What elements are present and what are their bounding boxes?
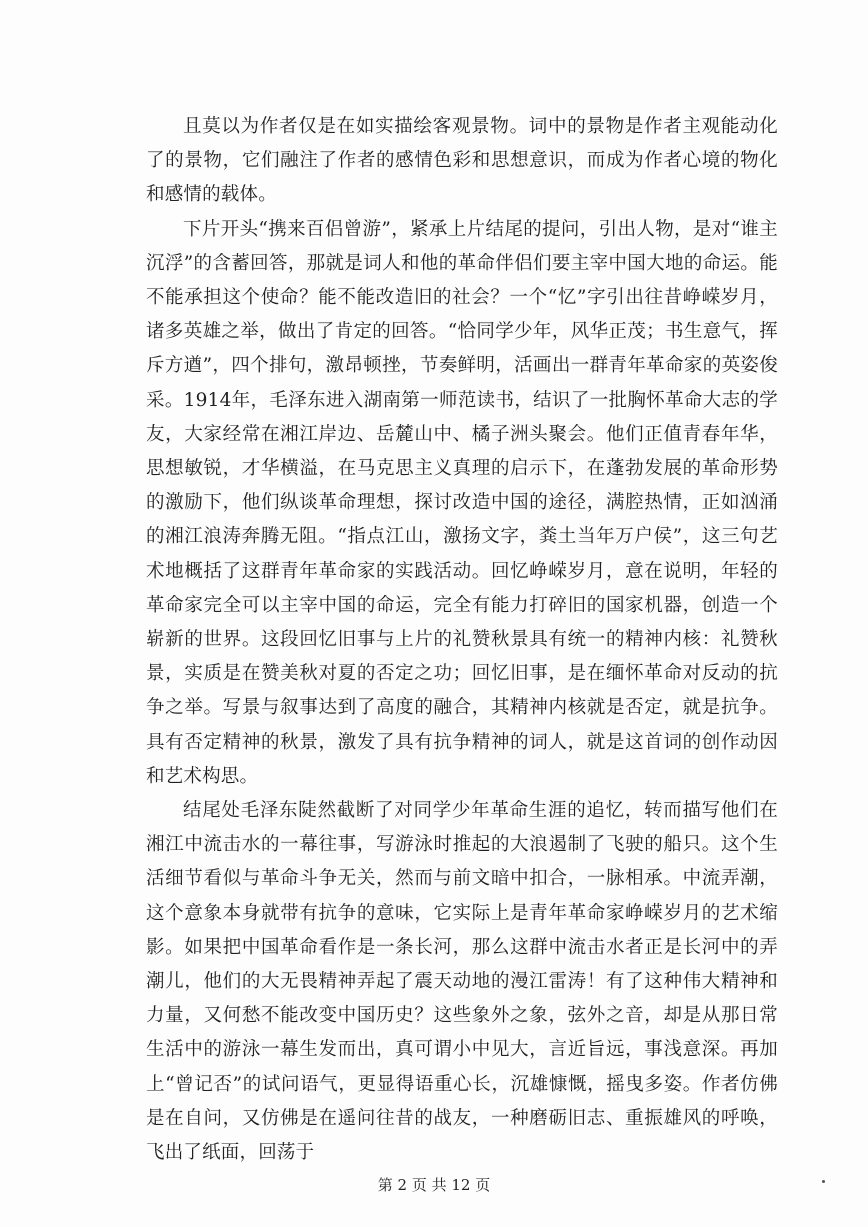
paragraph-1: 且莫以为作者仅是在如实描绘客观景物。词中的景物是作者主观能动化了的景物，它们融注了作者的感情色彩和思想意识，而成为作者心境的物化和感情的载体。 — [146, 116, 778, 206]
paragraph-2: 下片开头“携来百侣曾游”，紧承上片结尾的提问，引出人物，是对“谁主沉浮”的含蓄回答，那就是词人和他的革命伴侣们要主宰中国大地的命运。能不能承担这个使命？能不能改造旧的社会？一个“忆”字引出往昔峥嵘岁月，诸多英雄之举，做出了肯定的回答。“恰同学少年，风华正茂；书生意气，挥斥方遒”，四个排句，激昂顿挫，节奏鲜明，活画出一群青年革命家的英姿俊采。1914年，毛泽东进入湖南第一师范读书，结识了一批胸怀革命大志的学友，大家经常在湘江岸边、岳麓山中、橘子洲头聚会。他们正值青春年华，思想敏锐，才华横溢，在马克思主义真理的启示下，在蓬勃发展的革命形势的激励下，他们纵谈革命理想，探讨改造中国的途径，满腔热情，正如汹涌的湘江浪涛奔腾无阻。“指点江山，激扬文字，粪土当年万户侯”，这三句艺术地概括了这群青年革命家的实践活动。回忆峥嵘岁月，意在说明，年轻的革命家完全可以主宰中国的命运，完全有能力打碎旧的国家机器，创造一个崭新的世界。这段回忆旧事与上片的礼赞秋景具有统一的精神内核：礼赞秋景，实质是在赞美秋对夏的否定之功；回忆旧事，是在缅怀革命对反动的抗争之举。写景与叙事达到了高度的融合，其精神内核就是否定，就是抗争。具有否定精神的秋景，激发了具有抗争精神的词人，就是这首词的创作动因和艺术构思。 — [146, 218, 778, 787]
scan-speck — [822, 1180, 825, 1183]
paragraph-3: 结尾处毛泽东陡然截断了对同学少年革命生涯的追忆，转而描写他们在湘江中流击水的一幕往事，写游泳时推起的大浪遏制了飞驶的船只。这个生活细节看似与革命斗争无关，然而与前文暗中扣合，一脉相承。中流弄潮，这个意象本身就带有抗争的意味，它实际上是青年革命家峥嵘岁月的艺术缩影。如果把中国革命看作是一条长河，那么这群中流击水者正是长河中的弄潮儿，他们的大无畏精神弄起了震天动地的漫江雷涛！有了这种伟大精神和力量，又何愁不能改变中国历史？这些象外之象，弦外之音，却是从那日常生活中的游泳一幕生发而出，真可谓小中见大，言近旨远，事浅意深。再加上“曾记否”的试问语气，更显得语重心长，沉雄慷慨，摇曳多姿。作者仿佛是在自问，又仿佛是在遥问往昔的战友，一种磨砺旧志、重振雄风的呼唤，飞出了纸面，回荡于 — [146, 800, 778, 1164]
page-number-footer: 第 2 页 共 12 页 — [377, 1176, 491, 1194]
document-body — [146, 110, 778, 1170]
